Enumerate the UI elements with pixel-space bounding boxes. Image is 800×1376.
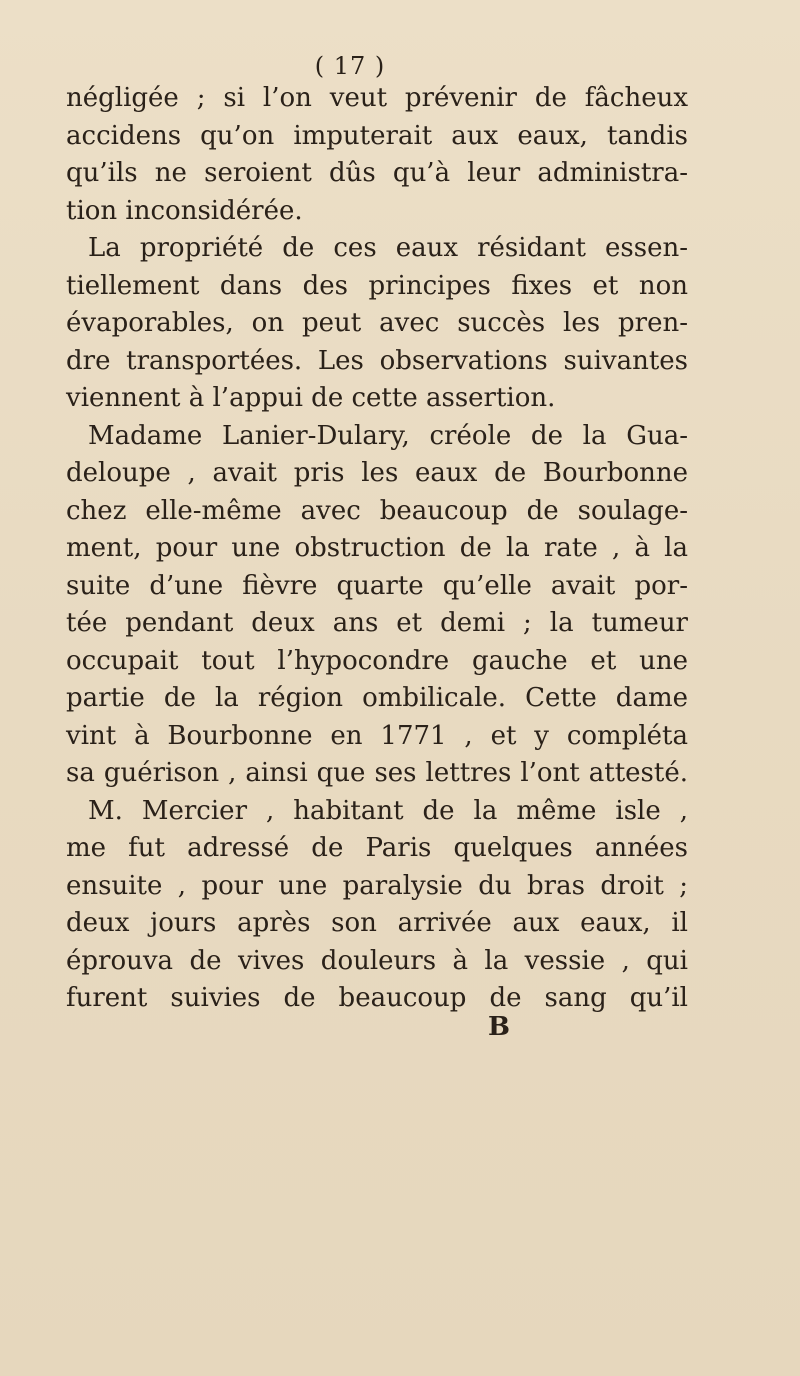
text-line: sa guérison , ainsi que ses lettres l’ont attesté. xyxy=(66,758,688,788)
body-text xyxy=(66,80,688,1018)
text-line: vint à Bourbonne en 1771 , et y compléta xyxy=(66,720,688,751)
text-line: furent suivies de beaucoup de sang qu’il xyxy=(66,983,688,1013)
paragraph-start-line: M. Mercier , habitant de la même isle , xyxy=(88,795,688,826)
page-number: ( 17 ) xyxy=(314,52,386,80)
text-line: tion inconsidérée. xyxy=(66,195,303,226)
text-line: tée pendant deux ans et demi ; la tumeur xyxy=(66,608,688,638)
text-line: ensuite , pour une paralysie du bras droit ; xyxy=(66,870,688,901)
text-line: viennent à l’appui de cette assertion. xyxy=(66,383,556,413)
text-line: tiellement dans des principes fixes et non xyxy=(66,270,688,301)
text-line: évaporables, on peut avec succès les pren- xyxy=(66,308,688,338)
text-line: éprouva de vives douleurs à la vessie , qui xyxy=(66,945,688,976)
text-line: qu’ils ne seroient dûs qu’à leur administra- xyxy=(66,158,688,188)
text-line: occupait tout l’hypocondre gauche et une xyxy=(66,645,688,676)
text-line: partie de la région ombilicale. Cette dame xyxy=(66,683,688,713)
text-line: deloupe , avait pris les eaux de Bourbonne xyxy=(66,458,688,488)
text-line: dre transportées. Les observations suivantes xyxy=(66,345,688,376)
text-line: suite d’une fièvre quarte qu’elle avait por- xyxy=(66,570,688,601)
text-line: me fut adressé de Paris quelques années xyxy=(66,833,688,863)
signature-mark: B xyxy=(488,1012,510,1042)
text-line: deux jours après son arrivée aux eaux, il xyxy=(66,908,688,938)
text-line: ment, pour une obstruction de la rate , à la xyxy=(66,533,688,563)
paragraph-start-line: Madame Lanier-Dulary, créole de la Gua- xyxy=(88,420,688,451)
text-line: négligée ; si l’on veut prévenir de fâcheux xyxy=(66,83,688,113)
paragraph-start-line: La propriété de ces eaux résidant essen- xyxy=(88,233,688,263)
text-line: chez elle-même avec beaucoup de soulage- xyxy=(66,495,688,526)
text-line: accidens qu’on imputerait aux eaux, tandis xyxy=(66,120,688,151)
